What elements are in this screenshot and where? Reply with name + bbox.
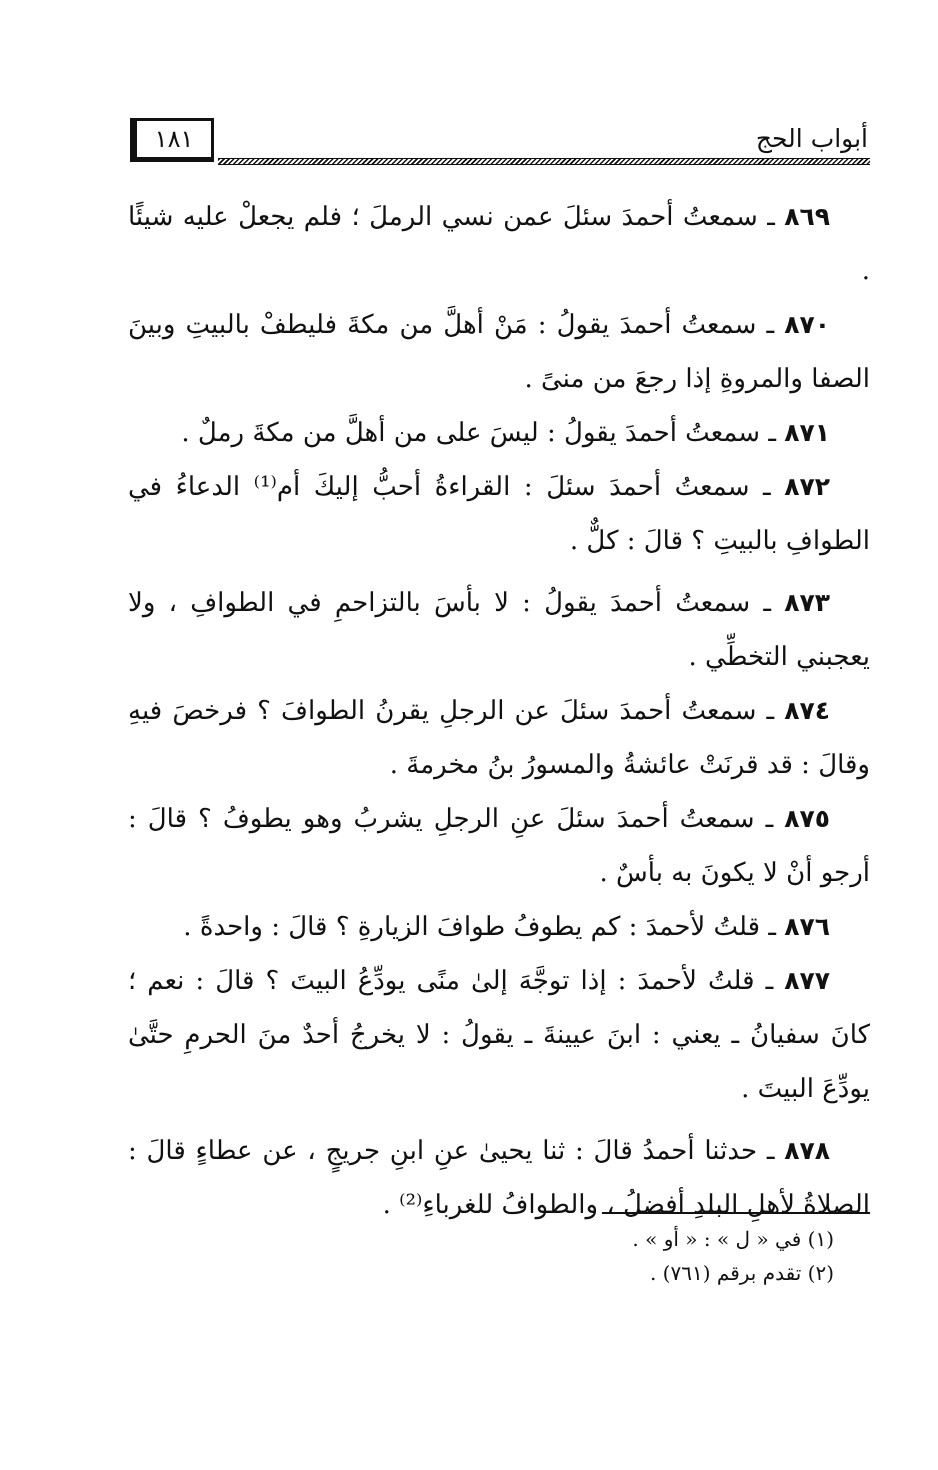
entry-number: ٨٧٤ bbox=[784, 696, 830, 725]
main-text bbox=[128, 190, 870, 1232]
entry-text: ـ سمعتُ أحمدَ يقولُ : لا بأسَ بالتزاحمِ في الطوافِ ، ولا يعجبني التخطِّي . bbox=[128, 588, 870, 672]
footnotes bbox=[128, 1212, 870, 1290]
entry-text: ـ سمعتُ أحمدَ سئلَ : القراءةُ أحبُّ إليكَ أم⁽¹⁾ الدعاءُ في الطوافِ بالبيتِ ؟ قالَ : كلٌّ . bbox=[128, 472, 870, 556]
entry-number: ٨٧٧ bbox=[784, 966, 830, 995]
footnote-1: (١) في « ل » : « أو » . bbox=[632, 1227, 834, 1251]
entry-873 bbox=[128, 576, 870, 684]
entry-number: ٨٧٣ bbox=[784, 588, 830, 617]
entry-text: ـ سمعتُ أحمدَ يقولُ : مَنْ أهلَّ من مكةَ فليطفْ بالبيتِ وبينَ الصفا والمروةِ إذا رجعَ من منىً . bbox=[128, 310, 870, 394]
entry-870 bbox=[128, 298, 870, 406]
running-title: أبواب الحج bbox=[755, 124, 868, 153]
entry-text: ـ سمعتُ أحمدَ يقولُ : ليسَ على من أهلَّ من مكةَ رملٌ . bbox=[181, 418, 785, 448]
entry-number: ٨٧١ bbox=[784, 418, 830, 447]
entry-text: ـ سمعتُ أحمدَ سئلَ عنِ الرجلِ يشربُ وهو يطوفُ ؟ قالَ : أرجو أنْ لا يكونَ به بأسٌ . bbox=[128, 804, 870, 888]
page-number: ١٨١ bbox=[130, 118, 214, 162]
entry-number: ٨٦٩ bbox=[784, 202, 830, 231]
entry-text: ـ سمعتُ أحمدَ سئلَ عن الرجلِ يقرنُ الطوافَ ؟ فرخصَ فيهِ وقالَ : قد قرنَتْ عائشةُ والمسورُ بنُ مخرمةَ . bbox=[128, 696, 870, 780]
entry-872 bbox=[128, 460, 870, 568]
page-header bbox=[128, 118, 870, 168]
footnote-2: (٢) تقدم برقم (٧٦١) . bbox=[649, 1261, 834, 1285]
entry-number: ٨٧٦ bbox=[784, 912, 830, 941]
header-rule bbox=[218, 158, 870, 165]
entry-number: ٨٧٢ bbox=[784, 472, 830, 501]
entry-875 bbox=[128, 792, 870, 900]
entry-877 bbox=[128, 954, 870, 1116]
entry-number: ٨٧٨ bbox=[784, 1136, 830, 1165]
entry-871 bbox=[128, 406, 870, 460]
entry-876 bbox=[128, 900, 870, 954]
entry-number: ٨٧٥ bbox=[784, 804, 830, 833]
entry-number: ٨٧٠ bbox=[784, 310, 830, 339]
entry-text: ـ قلتُ لأحمدَ : كم يطوفُ طوافَ الزيارةِ ؟ قالَ : واحدةً . bbox=[183, 912, 785, 942]
entry-text: ـ حدثنا أحمدُ قالَ : ثنا يحيىٰ عنِ ابنِ جريجٍ ، عن عطاءٍ قالَ : الصلاةُ لأهلِ البلدِ أفضلُ ، والطوافُ للغرباءِ⁽²⁾ . bbox=[128, 1136, 870, 1220]
entry-874 bbox=[128, 684, 870, 792]
entry-text: ـ سمعتُ أحمدَ سئلَ عمن نسي الرملَ ؛ فلم يجعلْ عليه شيئًا . bbox=[128, 202, 870, 286]
entry-text: ـ قلتُ لأحمدَ : إذا توجَّهَ إلىٰ منًى يودِّعُ البيتَ ؟ قالَ : نعم ؛ كانَ سفيانُ ـ يعني : ابنَ عيينةَ ـ يقولُ : لا يخرجُ أحدٌ منَ الحرمِ حتَّىٰ يودِّعَ البيتَ . bbox=[128, 966, 870, 1104]
entry-869 bbox=[128, 190, 870, 298]
footnote-rule bbox=[602, 1212, 870, 1214]
